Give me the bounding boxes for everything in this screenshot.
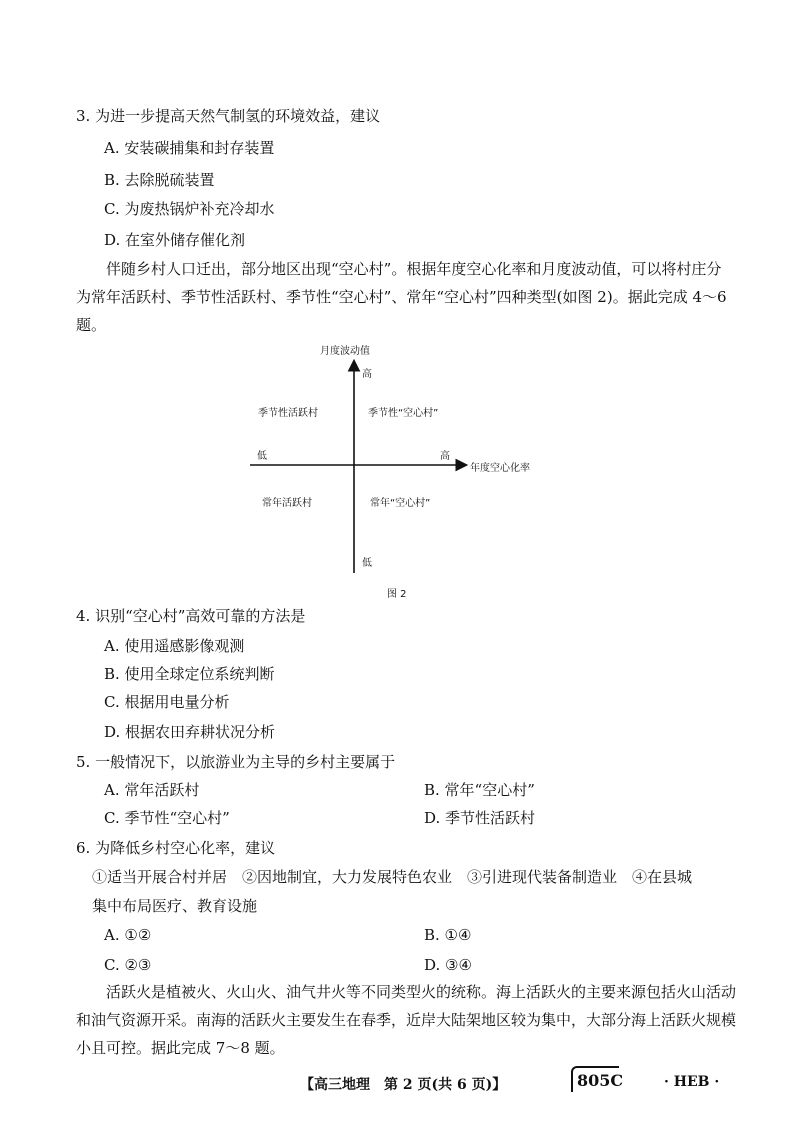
q4-option-d: D. 根据农田弃耕状况分析	[104, 723, 276, 741]
question-6-stem: 6. 为降低乡村空心化率，建议	[76, 839, 276, 857]
x-axis-title: 年度空心化率	[470, 463, 530, 474]
intro-paragraph-active-fire: 活跃火是植被火、火山火、油气井火等不同类型火的统称。海上活跃火的主要来源包括火山活动和油气资源开采。南海的活跃火主要发生在春季，近岸大陆架地区较为集中，大部分海上活跃火规模小且可控。据此完成 7～8 题。	[76, 983, 737, 1057]
q3-option-a: A. 安装碳捕集和封存装置	[104, 139, 275, 157]
footer-exam-code: 805C	[577, 1071, 624, 1090]
y-axis-high-label: 高	[362, 369, 372, 380]
quadrant-perennial-hollow: 常年“空心村”	[370, 498, 431, 509]
footer-page-info: 【高三地理 第 2 页(共 6 页)】	[300, 1077, 507, 1093]
q5-option-d: D. 季节性活跃村	[424, 809, 536, 827]
q3-option-c: C. 为废热锅炉补充冷却水	[104, 200, 275, 218]
x-axis-high-label: 高	[440, 451, 450, 462]
q5-option-b: B. 常年“空心村”	[424, 781, 535, 799]
quadrant-seasonal-hollow: 季节性“空心村”	[368, 408, 439, 419]
q6-option-b: B. ①④	[424, 926, 472, 944]
q6-items-line-1: ①适当开展合村并居 ②因地制宜，大力发展特色农业 ③引进现代装备制造业 ④在县城	[92, 868, 693, 886]
question-3-stem: 3. 为进一步提高天然气制氢的环境效益，建议	[76, 107, 381, 125]
q5-option-c: C. 季节性“空心村”	[104, 809, 230, 827]
q4-option-b: B. 使用全球定位系统判断	[104, 665, 275, 683]
y-axis-low-label: 低	[362, 558, 372, 569]
q6-option-a: A. ①②	[104, 926, 152, 944]
q4-option-a: A. 使用遥感影像观测	[104, 637, 245, 655]
q6-option-c: C. ②③	[104, 956, 152, 974]
quadrant-seasonal-active: 季节性活跃村	[258, 408, 318, 419]
question-4-stem: 4. 识别“空心村”高效可靠的方法是	[76, 607, 306, 625]
q5-option-a: A. 常年活跃村	[104, 781, 200, 799]
y-axis-title: 月度波动值	[320, 346, 370, 357]
figure-caption: 图 2	[387, 589, 407, 600]
footer-tag: · HEB ·	[664, 1074, 720, 1090]
question-5-stem: 5. 一般情况下，以旅游业为主导的乡村主要属于	[76, 753, 396, 771]
figure-2-quadrant-diagram	[240, 340, 560, 580]
q4-option-c: C. 根据用电量分析	[104, 693, 230, 711]
q6-option-d: D. ③④	[424, 956, 472, 974]
intro-paragraph-hollow-village: 伴随乡村人口迁出，部分地区出现“空心村”。根据年度空心化率和月度波动值，可以将村庄分为常年活跃村、季节性活跃村、季节性“空心村”、常年“空心村”四种类型(如图 2)。据此完成 4～6 题。	[76, 260, 727, 334]
x-axis-low-label: 低	[257, 451, 267, 462]
q3-option-b: B. 去除脱硫装置	[104, 171, 215, 189]
quadrant-perennial-active: 常年活跃村	[262, 498, 312, 509]
q3-option-d: D. 在室外储存催化剂	[104, 231, 246, 249]
q6-items-line-2: 集中布局医疗、教育设施	[92, 897, 258, 915]
